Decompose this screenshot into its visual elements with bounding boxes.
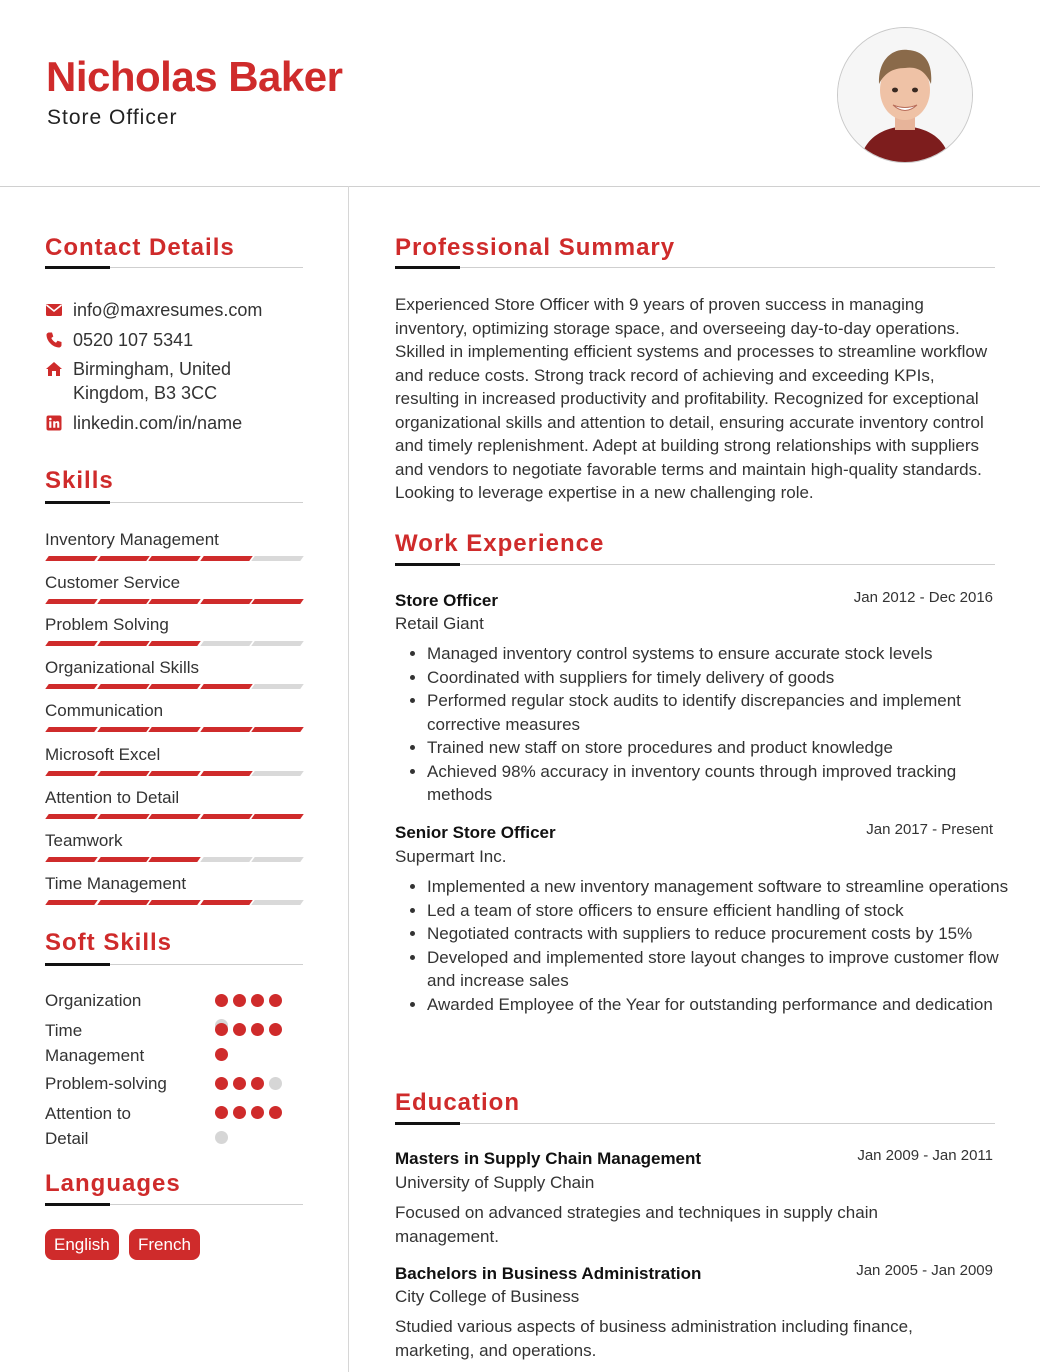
skill-rating-bars xyxy=(45,727,303,732)
skill-rating-bars xyxy=(45,684,303,689)
rating-dot-filled xyxy=(233,1077,246,1090)
contact-address-text: Birmingham, United Kingdom, B3 3CC xyxy=(73,359,232,403)
school-name: University of Supply Chain xyxy=(395,1173,595,1192)
degree-date: Jan 2005 - Jan 2009 xyxy=(856,1262,993,1279)
job-company: Supermart Inc. xyxy=(395,847,507,866)
rating-dot-filled xyxy=(269,994,282,1007)
skill-bar-filled xyxy=(200,771,253,776)
skill-rating-bars xyxy=(45,556,303,561)
skill-bar-empty xyxy=(251,857,304,862)
education-heading: Education xyxy=(395,1089,521,1116)
skill-bar-filled xyxy=(45,727,98,732)
skills-heading-rule xyxy=(45,502,303,503)
skill-item xyxy=(45,614,303,636)
skill-bar-filled xyxy=(45,900,98,905)
skill-bar-filled xyxy=(45,684,98,689)
skill-label: Communication xyxy=(45,701,164,720)
skill-item xyxy=(45,529,303,551)
job-bullet: • Negotiated contracts with suppliers to reduce procurement costs by 15% xyxy=(427,922,1017,946)
contact-linkedin-text: linkedin.com/in/name xyxy=(73,413,243,433)
skill-rating-bars xyxy=(45,814,303,819)
job-bullet: • Performed regular stock audits to identify discrepancies and implement corrective measures xyxy=(427,689,1017,736)
skill-label: Organizational Skills xyxy=(45,658,200,677)
contact-phone[interactable] xyxy=(45,328,303,352)
experience-heading-rule xyxy=(395,564,995,565)
rating-dot-empty xyxy=(215,1131,228,1144)
skill-item xyxy=(45,787,303,809)
skill-bar-filled xyxy=(45,599,98,604)
degree-date: Jan 2009 - Jan 2011 xyxy=(857,1147,993,1164)
skills-heading: Skills xyxy=(45,467,114,494)
skill-bar-filled xyxy=(148,556,201,561)
soft-skills-heading-rule xyxy=(45,964,303,965)
rating-dot-filled xyxy=(233,1106,246,1119)
skill-bar-empty xyxy=(251,771,304,776)
contact-phone-text: 0520 107 5341 xyxy=(73,330,194,350)
skill-label: Inventory Management xyxy=(45,530,219,549)
skill-bar-filled xyxy=(148,641,201,646)
summary-heading: Professional Summary xyxy=(395,234,676,261)
contact-email[interactable] xyxy=(45,298,303,322)
skill-bar-filled xyxy=(97,641,150,646)
skill-bar-empty xyxy=(251,900,304,905)
skill-rating-bars xyxy=(45,771,303,776)
candidate-title: Store Officer xyxy=(47,106,178,129)
skill-bar-empty xyxy=(200,857,253,862)
rating-dot-filled xyxy=(215,1077,228,1090)
skill-item xyxy=(45,873,303,895)
phone-icon xyxy=(45,331,63,349)
school-name: City College of Business xyxy=(395,1287,580,1306)
skill-bar-empty xyxy=(200,641,253,646)
degree-description: Studied various aspects of business administration including finance, marketing, and operations. xyxy=(395,1317,913,1360)
skill-label: Problem Solving xyxy=(45,615,169,634)
skill-bar-filled xyxy=(251,814,304,819)
rating-dot-filled xyxy=(215,1106,228,1119)
soft-skill-label: Attention to Detail xyxy=(45,1104,132,1148)
job-bullet: • Implemented a new inventory management software to streamline operations xyxy=(427,875,1017,899)
skill-bar-filled xyxy=(200,599,253,604)
skill-bar-filled xyxy=(97,857,150,862)
skill-bar-empty xyxy=(251,684,304,689)
candidate-name: Nicholas Baker xyxy=(46,53,343,100)
job-bullet: • Coordinated with suppliers for timely delivery of goods xyxy=(427,666,1017,690)
skill-bar-filled xyxy=(251,727,304,732)
skill-bar-filled xyxy=(148,599,201,604)
rating-dot-filled xyxy=(251,994,264,1007)
skill-label: Time Management xyxy=(45,874,187,893)
skill-bar-filled xyxy=(148,771,201,776)
languages-heading-rule xyxy=(45,1204,303,1205)
education-heading-rule xyxy=(395,1123,995,1124)
skill-bar-filled xyxy=(97,556,150,561)
summary-text: Experienced Store Officer with 9 years of proven success in managing inventory, optimizing storage space, and overseeing day-to-day operations. Skilled in implementing efficient systems and processes to streamline workflow and reduce costs. Strong track record of achieving and exceeding KPIs, resulting in increased productivity and profitability. Recognized for exceptional organizational skills and attention to detail, ensuring accurate inventory control and timely replenishment. Adept at building strong relationships with suppliers and vendors to negotiate favorable terms and maintain high-quality standards. Looking to leverage expertise in a new challenging role. xyxy=(395,295,988,502)
rating-dot-filled xyxy=(233,1023,246,1036)
skill-bar-filled xyxy=(200,684,253,689)
skill-bar-filled xyxy=(148,814,201,819)
skill-bar-filled xyxy=(200,814,253,819)
skill-bar-filled xyxy=(97,900,150,905)
skill-rating-bars xyxy=(45,900,303,905)
skill-label: Attention to Detail xyxy=(45,788,180,807)
contact-heading-rule xyxy=(45,267,303,268)
skill-bar-filled xyxy=(45,771,98,776)
rating-dot-filled xyxy=(251,1106,264,1119)
experience-heading: Work Experience xyxy=(395,530,605,557)
job-company: Retail Giant xyxy=(395,614,484,633)
rating-dot-filled xyxy=(233,994,246,1007)
skill-bar-filled xyxy=(251,599,304,604)
rating-dot-filled xyxy=(269,1106,282,1119)
rating-dot-empty xyxy=(269,1077,282,1090)
job-bullet: • Developed and implemented store layout changes to improve customer flow and increase sales xyxy=(427,946,1017,993)
job-bullet: • Trained new staff on store procedures and product knowledge xyxy=(427,736,1017,760)
rating-dot-filled xyxy=(251,1077,264,1090)
home-icon xyxy=(45,360,63,378)
job-bullet: • Achieved 98% accuracy in inventory counts through improved tracking methods xyxy=(427,760,1017,807)
job-title: Senior Store Officer xyxy=(395,823,556,842)
job-bullets xyxy=(405,875,1017,1016)
language-badge: English xyxy=(45,1229,119,1260)
job-bullets xyxy=(405,642,1017,807)
degree-title: Masters in Supply Chain Management xyxy=(395,1149,702,1168)
skill-item xyxy=(45,700,303,722)
soft-skill-label: Organization xyxy=(45,991,142,1010)
skill-item xyxy=(45,744,303,766)
job-bullet: • Awarded Employee of the Year for outstanding performance and dedication xyxy=(427,993,1017,1017)
rating-dot-filled xyxy=(215,994,228,1007)
contact-heading: Contact Details xyxy=(45,234,235,261)
skill-bar-filled xyxy=(200,727,253,732)
linkedin-icon xyxy=(45,414,63,432)
skill-bar-filled xyxy=(148,900,201,905)
skill-bar-filled xyxy=(45,814,98,819)
skill-label: Microsoft Excel xyxy=(45,745,161,764)
skill-rating-bars xyxy=(45,641,303,646)
skill-bar-filled xyxy=(148,684,201,689)
profile-photo xyxy=(837,27,973,163)
soft-skills-heading: Soft Skills xyxy=(45,929,173,956)
envelope-icon xyxy=(45,301,63,319)
skill-item xyxy=(45,657,303,679)
job-bullet: • Managed inventory control systems to ensure accurate stock levels xyxy=(427,642,1017,666)
skill-bar-filled xyxy=(97,684,150,689)
languages-heading: Languages xyxy=(45,1170,181,1197)
skill-bar-empty xyxy=(251,641,304,646)
summary-heading-rule xyxy=(395,267,995,268)
column-divider xyxy=(348,186,349,1372)
skill-bar-filled xyxy=(97,814,150,819)
rating-dot-filled xyxy=(269,1023,282,1036)
rating-dot-filled xyxy=(215,1048,228,1061)
skill-bar-filled xyxy=(97,599,150,604)
skill-bar-filled xyxy=(200,556,253,561)
skill-bar-filled xyxy=(45,556,98,561)
skill-bar-filled xyxy=(45,857,98,862)
skill-rating-bars xyxy=(45,599,303,604)
skill-bar-filled xyxy=(200,900,253,905)
degree-description: Focused on advanced strategies and techniques in supply chain management. xyxy=(395,1203,878,1246)
contact-linkedin[interactable] xyxy=(45,411,303,435)
skill-label: Customer Service xyxy=(45,573,181,592)
skill-bar-empty xyxy=(251,556,304,561)
soft-skill-label: Problem-solving xyxy=(45,1074,167,1093)
language-badge: French xyxy=(129,1229,200,1260)
skill-bar-filled xyxy=(45,641,98,646)
job-bullet: • Led a team of store officers to ensure efficient handling of stock xyxy=(427,899,1017,923)
soft-skill-label: Time Management xyxy=(45,1021,145,1065)
skill-bar-filled xyxy=(148,857,201,862)
skill-bar-filled xyxy=(148,727,201,732)
contact-email-text: info@maxresumes.com xyxy=(73,300,263,320)
resume-header xyxy=(0,0,1040,187)
skill-item xyxy=(45,572,303,594)
rating-dot-filled xyxy=(251,1023,264,1036)
degree-title: Bachelors in Business Administration xyxy=(395,1264,702,1283)
skill-label: Teamwork xyxy=(45,831,123,850)
job-date: Jan 2017 - Present xyxy=(866,821,993,838)
job-title: Store Officer xyxy=(395,591,498,610)
skill-bar-filled xyxy=(97,771,150,776)
rating-dot-filled xyxy=(215,1023,228,1036)
job-date: Jan 2012 - Dec 2016 xyxy=(853,589,993,606)
contact-address xyxy=(45,357,303,405)
skill-bar-filled xyxy=(97,727,150,732)
skill-rating-bars xyxy=(45,857,303,862)
skill-item xyxy=(45,830,303,852)
